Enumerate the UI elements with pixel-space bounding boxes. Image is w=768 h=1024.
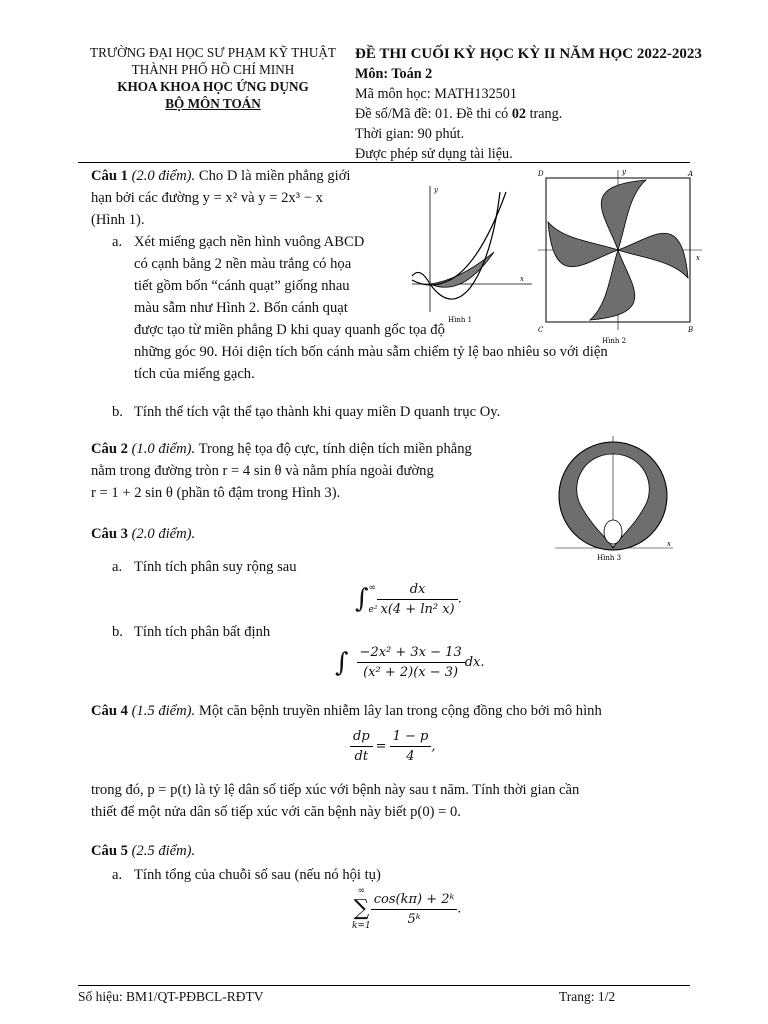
q1-a-text: Xét miếng gạch nền hình vuông ABCD có cạnh bằng 2 nền màu trắng có họa tiết gồm bốn “cánh quạt” giống nhau màu sẫm như Hình 2. Bốn cánh quạt được tạo từ miền phẳng D khi quay quanh gốc tọa độ những góc 90. Hỏi diện tích bốn cánh màu sẫm chiếm tỷ lệ bao nhiêu so với diện tích của miếng gạch. [134, 234, 608, 382]
faculty-name: KHOA KHOA HỌC ỨNG DỤNG [117, 79, 309, 94]
fig3-x-label: x [667, 540, 671, 548]
q4-body: trong đó, p = p(t) là tỷ lệ dân số tiếp xúc với bệnh này sau t năm. Tính thời gian cần thiết để một nửa dân số tiếp xúc với căn bệnh này biết p(0) = 0. [91, 782, 580, 820]
fig2-corner-a: A [688, 170, 694, 178]
footer-divider [78, 985, 690, 986]
q1-intro: Câu 1 (2.0 điểm). Cho D là miền phẳng giới hạn bởi các đường y = x² và y = 2x³ − x (Hình 1). [91, 168, 351, 228]
fig2-blade [548, 222, 618, 267]
header-institution [78, 44, 348, 112]
q5-formula: ∞ ∑ k=1 $\frac{\text{cos(kπ) + 2ᵏ}}{\text{5ᵏ}}$ . [352, 886, 462, 931]
subject: Môn: Toán 2 [355, 66, 433, 82]
fig2-x-label: x [696, 254, 700, 262]
q2-text: Câu 2 (1.0 điểm). Trong hệ tọa độ cực, tính diện tích miền phẳng nằm trong đường tròn r = 4 sin θ và nằm phía ngoài đường r = 1 + 2 sin θ (phần tô đậm trong Hình 3). [91, 441, 472, 501]
q3-a-marker: a. [112, 559, 123, 575]
q2-points: (1.0 điểm). [131, 441, 196, 457]
q3-points: (2.0 điểm). [131, 526, 196, 542]
q5-a-marker: a. [112, 867, 123, 883]
department-name: BỘ MÔN TOÁN [165, 96, 261, 111]
fig2-y-label: y [622, 168, 626, 176]
materials: Được phép sử dụng tài liệu. [355, 146, 513, 162]
q3-a-formula: ∫ ∞ e² $\frac{dx}{\text{x(4 + ln² x)}}$ . [355, 581, 462, 617]
q5-label: Câu 5 [91, 843, 128, 859]
course-code: Mã môn học: MATH132501 [355, 86, 517, 102]
q3-header [91, 523, 195, 545]
q3-b-text: Tính tích phân bất định [134, 624, 271, 640]
fig2-blades [548, 180, 688, 320]
duration: Thời gian: 90 phút. [355, 126, 465, 142]
fig2-blade [601, 180, 646, 250]
fig2-corner-d: D [538, 170, 544, 178]
q4-points: (1.5 điểm). [131, 703, 196, 719]
q2-label: Câu 2 [91, 441, 128, 457]
q1-a-marker: a. [112, 234, 123, 250]
footer-code: Số hiệu: BM1/QT-PĐBCL-RĐTV [78, 989, 264, 1004]
fig3-caption: Hình 3 [597, 554, 622, 562]
q5-a-text: Tính tổng của chuỗi số sau (nếu nó hội tụ) [134, 867, 381, 883]
exam-code: Đề số/Mã đề: 01. Đề thi có 02 trang. [355, 106, 563, 122]
fig2-blade [590, 250, 635, 320]
q1-label: Câu 1 [91, 168, 128, 184]
footer-page: Trang: 1/2 [559, 989, 616, 1004]
q1-b-text: Tính thể tích vật thể tạo thành khi quay miền D quanh trục Oy. [134, 404, 501, 420]
q4-label: Câu 4 [91, 703, 128, 719]
fig2-blade [618, 233, 688, 278]
fig2-corner-b: B [688, 326, 694, 334]
q3-label: Câu 3 [91, 526, 128, 542]
fig3-inner-loop [604, 520, 622, 544]
q4-formula: $\frac{dp}{dt}$ = $\frac{1 - p}{4}$ , [350, 729, 435, 764]
exam-title: ĐỀ THI CUỐI KỲ HỌC KỲ II NĂM HỌC 2022-2023 [355, 46, 702, 62]
fig1-caption: Hình 1 [448, 316, 473, 324]
fig1-y-label: y [434, 186, 438, 194]
fig1-x-label: x [520, 275, 524, 283]
figure-1 [410, 172, 536, 332]
q5-header [91, 840, 195, 862]
header-divider [78, 162, 690, 163]
figure-3 [553, 434, 683, 568]
fig1-shaded-region [430, 252, 494, 287]
fig2-corner-c: C [538, 326, 544, 334]
figure-2 [536, 166, 706, 346]
q1-points: (2.0 điểm). [131, 168, 196, 184]
q3-b-formula: ∫ $\frac{\text{−2x² + 3x − 13}}{\text{(x² + 2)(x − 3)}}$ dx. [335, 645, 485, 680]
q3-b-marker: b. [112, 624, 123, 640]
university-line1: TRƯỜNG ĐẠI HỌC SƯ PHẠM KỸ THUẬT [90, 45, 336, 60]
header-exam-info [355, 44, 735, 164]
q4-intro: Câu 4 (1.5 điểm). Một căn bệnh truyền nhiễm lây lan trong cộng đồng cho bởi mô hình [91, 703, 602, 719]
fig2-caption: Hình 2 [602, 337, 627, 345]
university-line2: THÀNH PHỐ HỒ CHÍ MINH [131, 62, 295, 77]
q3-a-text: Tính tích phân suy rộng sau [134, 559, 297, 575]
q5-points: (2.5 điểm). [131, 843, 196, 859]
q1-b-marker: b. [112, 404, 123, 420]
